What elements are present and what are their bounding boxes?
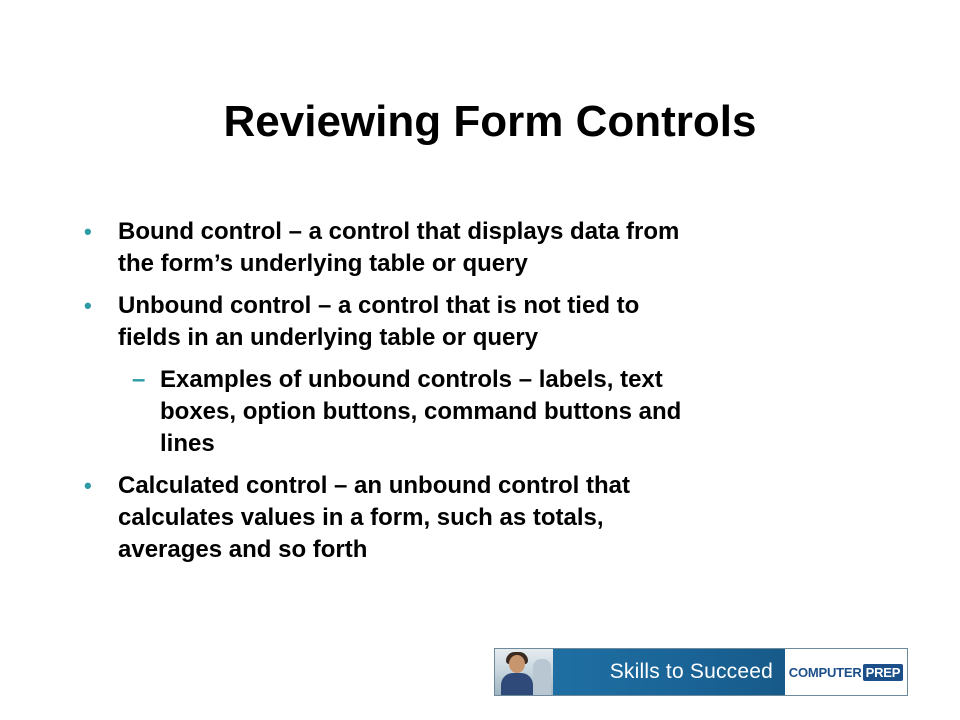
computerprep-logo-banner: [494, 648, 908, 696]
logo-tagline: Skills to Succeed: [609, 660, 773, 683]
slide-body: [78, 216, 878, 576]
sub-bullet-text-line: lines: [160, 430, 215, 457]
bullet-bound-control: [78, 216, 878, 280]
brand-prep-text: PREP: [863, 664, 904, 681]
bullet-marker: •: [84, 219, 92, 244]
people-photo-icon: [495, 649, 553, 695]
sub-bullet-text-line: Examples of unbound controls – labels, text: [160, 366, 663, 393]
bullet-text-line: Calculated control – an unbound control that: [118, 472, 631, 499]
logo-tagline-panel: [553, 649, 785, 695]
computerprep-wordmark: [789, 664, 903, 681]
bullet-marker: •: [84, 473, 92, 498]
bullet-text-line: calculates values in a form, such as totals,: [118, 504, 604, 531]
bullet-text-line: Bound control – a control that displays data from: [118, 218, 680, 245]
sub-bullet-marker: –: [132, 366, 146, 393]
bullet-calculated-control: [78, 470, 878, 566]
bullet-text-line: the form’s underlying table or query: [118, 250, 528, 277]
bullet-marker: •: [84, 293, 92, 318]
sub-bullet-text-line: boxes, option buttons, command buttons and: [160, 398, 682, 425]
brand-computer-text: COMPUTER: [788, 664, 862, 680]
logo-brand-panel: [785, 649, 907, 695]
bullet-text-line: fields in an underlying table or query: [118, 324, 539, 351]
bullet-unbound-control: [78, 290, 878, 354]
bullet-text-line: Unbound control – a control that is not tied to: [118, 292, 640, 319]
slide-title: Reviewing Form Controls: [223, 97, 757, 146]
bullet-text-line: averages and so forth: [118, 536, 368, 563]
sub-bullet-examples: [78, 364, 878, 460]
